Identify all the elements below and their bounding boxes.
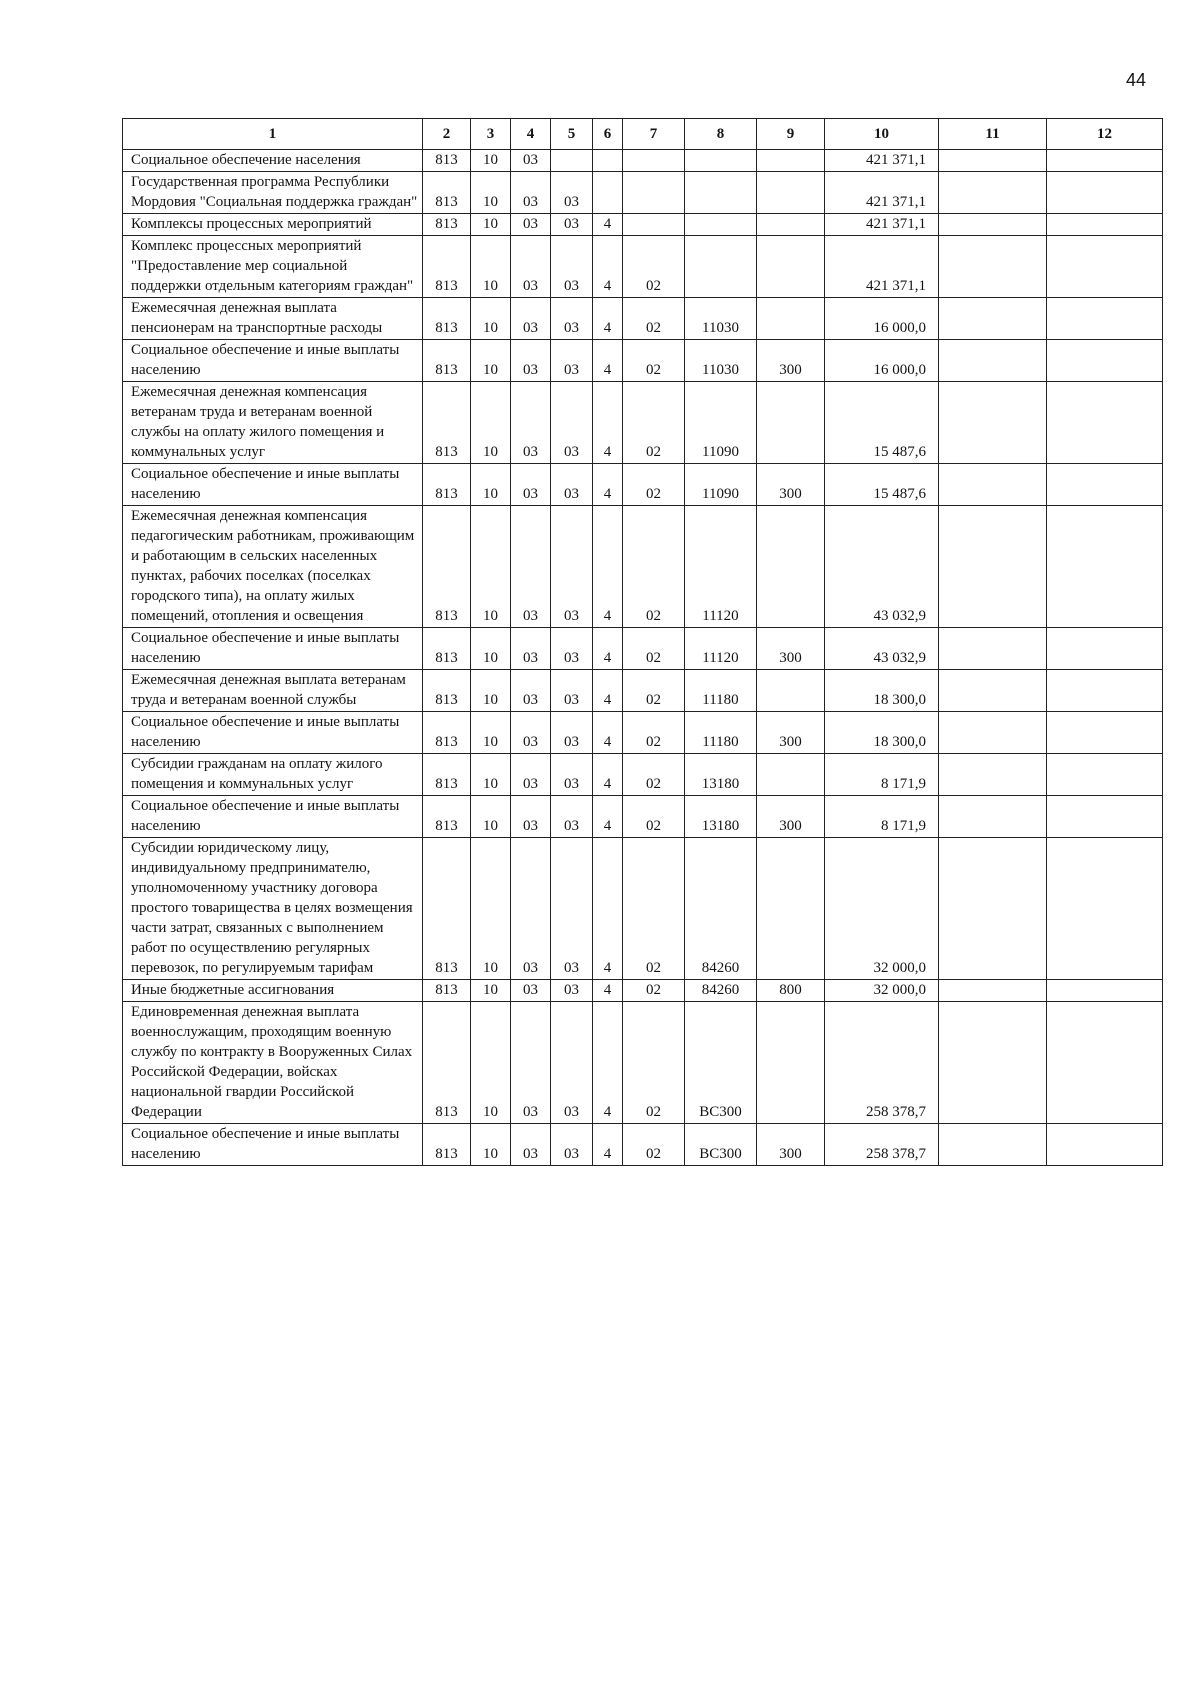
code-cell-col-5: 03 — [551, 464, 593, 506]
code-cell-col-3: 10 — [471, 382, 511, 464]
code-cell-col-6: 4 — [593, 236, 623, 298]
code-cell-col-11 — [939, 796, 1047, 838]
code-cell-col-5: 03 — [551, 382, 593, 464]
code-cell-col-12 — [1047, 214, 1163, 236]
code-cell-col-8: 13180 — [685, 754, 757, 796]
code-cell-col-8 — [685, 150, 757, 172]
code-cell-col-8: 84260 — [685, 838, 757, 980]
code-cell-col-8: 13180 — [685, 796, 757, 838]
amount-cell: 421 371,1 — [825, 236, 939, 298]
row-name-cell: Социальное обеспечение и иные выплаты населению — [123, 628, 423, 670]
table-row — [123, 670, 1163, 712]
table-row — [123, 980, 1163, 1002]
code-cell-col-9 — [757, 1002, 825, 1124]
code-cell-col-6: 4 — [593, 754, 623, 796]
amount-cell: 15 487,6 — [825, 382, 939, 464]
code-cell-col-7: 02 — [623, 298, 685, 340]
code-cell-col-12 — [1047, 670, 1163, 712]
code-cell-col-8 — [685, 236, 757, 298]
column-header-1: 1 — [123, 119, 423, 150]
code-cell-col-4: 03 — [511, 628, 551, 670]
code-cell-col-12 — [1047, 712, 1163, 754]
code-cell-col-11 — [939, 298, 1047, 340]
table-row — [123, 382, 1163, 464]
code-cell-col-11 — [939, 464, 1047, 506]
amount-cell: 18 300,0 — [825, 712, 939, 754]
code-cell-col-11 — [939, 670, 1047, 712]
code-cell-col-4: 03 — [511, 172, 551, 214]
code-cell-col-3: 10 — [471, 980, 511, 1002]
code-cell-col-2: 813 — [423, 214, 471, 236]
code-cell-col-7: 02 — [623, 1124, 685, 1166]
budget-table-container — [122, 118, 1162, 1166]
code-cell-col-4: 03 — [511, 298, 551, 340]
code-cell-col-6: 4 — [593, 1002, 623, 1124]
table-row — [123, 754, 1163, 796]
code-cell-col-2: 813 — [423, 464, 471, 506]
code-cell-col-4: 03 — [511, 796, 551, 838]
table-body — [123, 150, 1163, 1166]
table-header-row — [123, 119, 1163, 150]
code-cell-col-8: 11180 — [685, 712, 757, 754]
code-cell-col-8: 11030 — [685, 298, 757, 340]
code-cell-col-11 — [939, 506, 1047, 628]
code-cell-col-8: 11030 — [685, 340, 757, 382]
code-cell-col-3: 10 — [471, 712, 511, 754]
code-cell-col-2: 813 — [423, 382, 471, 464]
amount-cell: 258 378,7 — [825, 1124, 939, 1166]
code-cell-col-5: 03 — [551, 670, 593, 712]
code-cell-col-7 — [623, 172, 685, 214]
code-cell-col-11 — [939, 628, 1047, 670]
amount-cell: 421 371,1 — [825, 150, 939, 172]
table-row — [123, 1124, 1163, 1166]
code-cell-col-11 — [939, 1124, 1047, 1166]
code-cell-col-2: 813 — [423, 796, 471, 838]
row-name-cell: Комплексы процессных мероприятий — [123, 214, 423, 236]
column-header-8: 8 — [685, 119, 757, 150]
row-name-cell: Ежемесячная денежная компенсация педагогическим работникам, проживающим и работающим в сельских населенных пунктах, рабочих поселках (поселках городского типа), на оплату жилых помещений, отопления и освещения — [123, 506, 423, 628]
code-cell-col-4: 03 — [511, 214, 551, 236]
table-row — [123, 150, 1163, 172]
code-cell-col-6: 4 — [593, 506, 623, 628]
code-cell-col-3: 10 — [471, 670, 511, 712]
code-cell-col-5: 03 — [551, 754, 593, 796]
code-cell-col-12 — [1047, 340, 1163, 382]
code-cell-col-9: 300 — [757, 712, 825, 754]
code-cell-col-2: 813 — [423, 628, 471, 670]
code-cell-col-2: 813 — [423, 838, 471, 980]
code-cell-col-3: 10 — [471, 214, 511, 236]
column-header-6: 6 — [593, 119, 623, 150]
code-cell-col-4: 03 — [511, 340, 551, 382]
code-cell-col-2: 813 — [423, 1124, 471, 1166]
code-cell-col-9: 300 — [757, 464, 825, 506]
code-cell-col-8 — [685, 214, 757, 236]
code-cell-col-5: 03 — [551, 628, 593, 670]
code-cell-col-7 — [623, 214, 685, 236]
column-header-9: 9 — [757, 119, 825, 150]
code-cell-col-6: 4 — [593, 712, 623, 754]
code-cell-col-5: 03 — [551, 1124, 593, 1166]
column-header-2: 2 — [423, 119, 471, 150]
row-name-cell: Комплекс процессных мероприятий "Предоставление мер социальной поддержки отдельным категориям граждан" — [123, 236, 423, 298]
code-cell-col-7 — [623, 150, 685, 172]
code-cell-col-7: 02 — [623, 838, 685, 980]
page-number: 44 — [1126, 70, 1147, 90]
table-row — [123, 236, 1163, 298]
code-cell-col-7: 02 — [623, 980, 685, 1002]
code-cell-col-5 — [551, 150, 593, 172]
code-cell-col-12 — [1047, 382, 1163, 464]
code-cell-col-12 — [1047, 150, 1163, 172]
code-cell-col-11 — [939, 340, 1047, 382]
code-cell-col-12 — [1047, 464, 1163, 506]
code-cell-col-9: 300 — [757, 1124, 825, 1166]
code-cell-col-3: 10 — [471, 1002, 511, 1124]
column-header-4: 4 — [511, 119, 551, 150]
code-cell-col-4: 03 — [511, 150, 551, 172]
budget-table — [122, 118, 1163, 1166]
table-row — [123, 796, 1163, 838]
table-row — [123, 628, 1163, 670]
code-cell-col-11 — [939, 172, 1047, 214]
table-row — [123, 340, 1163, 382]
amount-cell: 32 000,0 — [825, 980, 939, 1002]
code-cell-col-2: 813 — [423, 712, 471, 754]
row-name-cell: Иные бюджетные ассигнования — [123, 980, 423, 1002]
code-cell-col-8: 11120 — [685, 628, 757, 670]
code-cell-col-5: 03 — [551, 1002, 593, 1124]
code-cell-col-3: 10 — [471, 340, 511, 382]
code-cell-col-8: 11090 — [685, 382, 757, 464]
table-row — [123, 1002, 1163, 1124]
row-name-cell: Ежемесячная денежная выплата ветеранам труда и ветеранам военной службы — [123, 670, 423, 712]
code-cell-col-2: 813 — [423, 670, 471, 712]
code-cell-col-3: 10 — [471, 150, 511, 172]
table-row — [123, 506, 1163, 628]
code-cell-col-3: 10 — [471, 464, 511, 506]
code-cell-col-12 — [1047, 298, 1163, 340]
code-cell-col-5: 03 — [551, 236, 593, 298]
code-cell-col-8: 11180 — [685, 670, 757, 712]
code-cell-col-9 — [757, 172, 825, 214]
code-cell-col-7: 02 — [623, 340, 685, 382]
code-cell-col-12 — [1047, 172, 1163, 214]
code-cell-col-7: 02 — [623, 1002, 685, 1124]
code-cell-col-5: 03 — [551, 506, 593, 628]
amount-cell: 258 378,7 — [825, 1002, 939, 1124]
code-cell-col-8: 11090 — [685, 464, 757, 506]
row-name-cell: Социальное обеспечение и иные выплаты населению — [123, 340, 423, 382]
code-cell-col-5: 03 — [551, 712, 593, 754]
code-cell-col-5: 03 — [551, 838, 593, 980]
code-cell-col-2: 813 — [423, 980, 471, 1002]
code-cell-col-9: 300 — [757, 796, 825, 838]
code-cell-col-3: 10 — [471, 236, 511, 298]
amount-cell: 16 000,0 — [825, 298, 939, 340]
code-cell-col-2: 813 — [423, 340, 471, 382]
code-cell-col-4: 03 — [511, 838, 551, 980]
code-cell-col-3: 10 — [471, 506, 511, 628]
table-row — [123, 298, 1163, 340]
code-cell-col-3: 10 — [471, 628, 511, 670]
code-cell-col-2: 813 — [423, 506, 471, 628]
amount-cell: 43 032,9 — [825, 506, 939, 628]
code-cell-col-9: 300 — [757, 628, 825, 670]
code-cell-col-11 — [939, 1002, 1047, 1124]
code-cell-col-3: 10 — [471, 754, 511, 796]
code-cell-col-6: 4 — [593, 382, 623, 464]
amount-cell: 8 171,9 — [825, 796, 939, 838]
code-cell-col-7: 02 — [623, 236, 685, 298]
row-name-cell: Социальное обеспечение населения — [123, 150, 423, 172]
code-cell-col-4: 03 — [511, 1002, 551, 1124]
code-cell-col-11 — [939, 214, 1047, 236]
row-name-cell: Государственная программа Республики Мордовия "Социальная поддержка граждан" — [123, 172, 423, 214]
code-cell-col-4: 03 — [511, 506, 551, 628]
code-cell-col-9 — [757, 382, 825, 464]
code-cell-col-5: 03 — [551, 298, 593, 340]
code-cell-col-8: ВС300 — [685, 1124, 757, 1166]
column-header-10: 10 — [825, 119, 939, 150]
code-cell-col-6: 4 — [593, 298, 623, 340]
code-cell-col-6: 4 — [593, 464, 623, 506]
code-cell-col-9 — [757, 236, 825, 298]
code-cell-col-6: 4 — [593, 838, 623, 980]
row-name-cell: Субсидии гражданам на оплату жилого помещения и коммунальных услуг — [123, 754, 423, 796]
code-cell-col-5: 03 — [551, 980, 593, 1002]
code-cell-col-2: 813 — [423, 236, 471, 298]
code-cell-col-8: 84260 — [685, 980, 757, 1002]
code-cell-col-6: 4 — [593, 1124, 623, 1166]
table-row — [123, 712, 1163, 754]
code-cell-col-12 — [1047, 1002, 1163, 1124]
code-cell-col-11 — [939, 150, 1047, 172]
code-cell-col-9 — [757, 670, 825, 712]
amount-cell: 16 000,0 — [825, 340, 939, 382]
amount-cell: 15 487,6 — [825, 464, 939, 506]
code-cell-col-11 — [939, 754, 1047, 796]
code-cell-col-12 — [1047, 838, 1163, 980]
code-cell-col-6 — [593, 150, 623, 172]
code-cell-col-9 — [757, 506, 825, 628]
code-cell-col-2: 813 — [423, 1002, 471, 1124]
code-cell-col-8 — [685, 172, 757, 214]
table-row — [123, 464, 1163, 506]
code-cell-col-3: 10 — [471, 796, 511, 838]
column-header-5: 5 — [551, 119, 593, 150]
code-cell-col-12 — [1047, 628, 1163, 670]
code-cell-col-11 — [939, 980, 1047, 1002]
row-name-cell: Социальное обеспечение и иные выплаты населению — [123, 712, 423, 754]
code-cell-col-2: 813 — [423, 754, 471, 796]
table-row — [123, 838, 1163, 980]
column-header-3: 3 — [471, 119, 511, 150]
code-cell-col-9 — [757, 838, 825, 980]
amount-cell: 32 000,0 — [825, 838, 939, 980]
column-header-12: 12 — [1047, 119, 1163, 150]
code-cell-col-8: 11120 — [685, 506, 757, 628]
table-row — [123, 214, 1163, 236]
code-cell-col-4: 03 — [511, 754, 551, 796]
amount-cell: 18 300,0 — [825, 670, 939, 712]
code-cell-col-12 — [1047, 754, 1163, 796]
code-cell-col-7: 02 — [623, 712, 685, 754]
code-cell-col-6: 4 — [593, 980, 623, 1002]
code-cell-col-4: 03 — [511, 382, 551, 464]
code-cell-col-2: 813 — [423, 172, 471, 214]
code-cell-col-5: 03 — [551, 340, 593, 382]
row-name-cell: Субсидии юридическому лицу, индивидуальному предпринимателю, уполномоченному участнику договора простого товарищества в целях возмещения части затрат, связанных с выполнением работ по осуществлению регулярных перевозок, по регулируемым тарифам — [123, 838, 423, 980]
column-header-7: 7 — [623, 119, 685, 150]
code-cell-col-6: 4 — [593, 628, 623, 670]
code-cell-col-3: 10 — [471, 838, 511, 980]
code-cell-col-3: 10 — [471, 172, 511, 214]
code-cell-col-7: 02 — [623, 464, 685, 506]
table-row — [123, 172, 1163, 214]
code-cell-col-9 — [757, 150, 825, 172]
code-cell-col-6: 4 — [593, 796, 623, 838]
code-cell-col-5: 03 — [551, 796, 593, 838]
amount-cell: 8 171,9 — [825, 754, 939, 796]
code-cell-col-9 — [757, 754, 825, 796]
code-cell-col-9 — [757, 214, 825, 236]
code-cell-col-9: 300 — [757, 340, 825, 382]
code-cell-col-12 — [1047, 506, 1163, 628]
code-cell-col-5: 03 — [551, 172, 593, 214]
code-cell-col-4: 03 — [511, 712, 551, 754]
code-cell-col-2: 813 — [423, 150, 471, 172]
row-name-cell: Социальное обеспечение и иные выплаты населению — [123, 796, 423, 838]
code-cell-col-4: 03 — [511, 670, 551, 712]
row-name-cell: Социальное обеспечение и иные выплаты населению — [123, 1124, 423, 1166]
code-cell-col-6: 4 — [593, 340, 623, 382]
code-cell-col-7: 02 — [623, 628, 685, 670]
code-cell-col-8: ВС300 — [685, 1002, 757, 1124]
code-cell-col-11 — [939, 236, 1047, 298]
row-name-cell: Социальное обеспечение и иные выплаты населению — [123, 464, 423, 506]
code-cell-col-11 — [939, 838, 1047, 980]
row-name-cell: Ежемесячная денежная выплата пенсионерам на транспортные расходы — [123, 298, 423, 340]
code-cell-col-7: 02 — [623, 670, 685, 712]
row-name-cell: Ежемесячная денежная компенсация ветеранам труда и ветеранам военной службы на оплату жилого помещения и коммунальных услуг — [123, 382, 423, 464]
code-cell-col-11 — [939, 382, 1047, 464]
amount-cell: 421 371,1 — [825, 172, 939, 214]
column-header-11: 11 — [939, 119, 1047, 150]
row-name-cell: Единовременная денежная выплата военнослужащим, проходящим военную службу по контракту в Вооруженных Силах Российской Федерации, войсках национальной гвардии Российской Федерации — [123, 1002, 423, 1124]
code-cell-col-12 — [1047, 236, 1163, 298]
code-cell-col-3: 10 — [471, 1124, 511, 1166]
code-cell-col-4: 03 — [511, 980, 551, 1002]
amount-cell: 43 032,9 — [825, 628, 939, 670]
code-cell-col-5: 03 — [551, 214, 593, 236]
code-cell-col-3: 10 — [471, 298, 511, 340]
code-cell-col-4: 03 — [511, 236, 551, 298]
code-cell-col-7: 02 — [623, 754, 685, 796]
code-cell-col-9 — [757, 298, 825, 340]
amount-cell: 421 371,1 — [825, 214, 939, 236]
code-cell-col-4: 03 — [511, 1124, 551, 1166]
code-cell-col-7: 02 — [623, 382, 685, 464]
code-cell-col-6 — [593, 172, 623, 214]
code-cell-col-12 — [1047, 1124, 1163, 1166]
code-cell-col-7: 02 — [623, 506, 685, 628]
code-cell-col-9: 800 — [757, 980, 825, 1002]
code-cell-col-7: 02 — [623, 796, 685, 838]
code-cell-col-6: 4 — [593, 214, 623, 236]
code-cell-col-12 — [1047, 980, 1163, 1002]
code-cell-col-4: 03 — [511, 464, 551, 506]
code-cell-col-2: 813 — [423, 298, 471, 340]
code-cell-col-12 — [1047, 796, 1163, 838]
code-cell-col-6: 4 — [593, 670, 623, 712]
code-cell-col-11 — [939, 712, 1047, 754]
